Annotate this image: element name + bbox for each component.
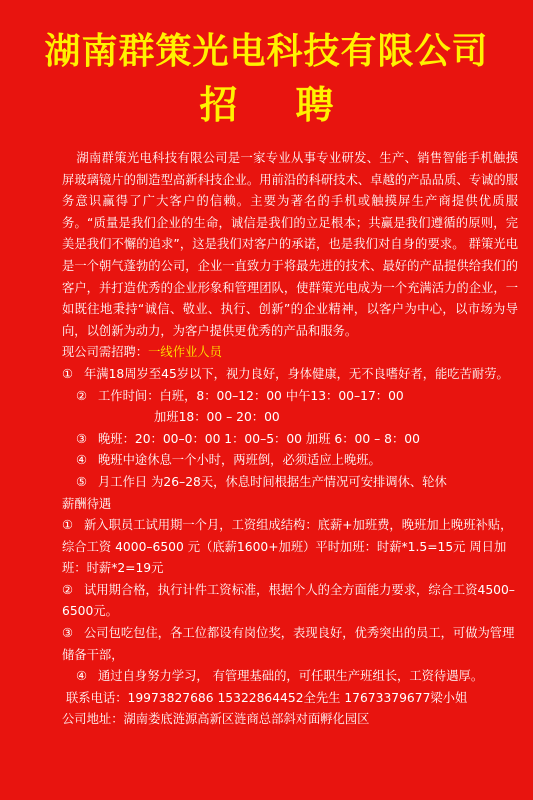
requirement-item: ④ 晚班中途休息一个小时，两班倒，必须适应上晚班。 — [62, 450, 504, 472]
salary-num: ③ — [62, 626, 74, 641]
requirement-item: ⑤ 月工作日 为26–28天，休息时间根据生产情况可安排调休、轮休 — [62, 472, 504, 494]
phone-numbers: 19973827686 15322864452全先生 17673379677梁小姐 — [127, 690, 468, 705]
address-text: 湖南娄底涟源高新区涟商总部斜对面孵化园区 — [123, 712, 370, 727]
phone-label: 联系电话： — [66, 690, 128, 705]
salary-item: ① 新入职员工试用期一个月，工资组成结构：底薪+加班费，晚班加上晚班补贴，综合工资 4000–6500 元（底薪1600+加班）平时加班：时薪*1.5=15元 周日加班：时薪*2=19元 — [48, 515, 518, 580]
company-title: 湖南群策光电科技有限公司 — [44, 31, 489, 72]
requirement-num: ② — [76, 388, 88, 403]
hiring-label: 现公司需招聘： — [62, 345, 149, 360]
contact-address — [62, 709, 504, 731]
company-intro: 湖南群策光电科技有限公司是一家专业从事专业研发、生产、销售智能手机触摸屏玻璃镜片的制造型高新科技企业。用前沿的科研技术、卓越的产品品质、专诚的服务意识赢得了广大客户的信赖。主要为著名的手机或触摸屏生产商提供优质服务。“质量是我们企业的生命，诚信是我们的立足根本；共赢是我们遵循的原则，完美是我们不懈的追求”，这是我们对客户的承诺，也是我们对自身的要求。 群策光电是一个朝气蓬勃的公司，企业一直致力于将最先进的技术、最好的产品提供给我们的客户，并打造优秀的企业形象和管理团队，使群策光电成为一个充满活力的企业，一如既往地秉持“诚信、敬业、执行、创新”的企业精神，以客户为中心，以市场为导向，以创新为动力，为客户提供更优秀的产品和服务。 — [62, 151, 518, 338]
requirement-num: ⑤ — [76, 474, 88, 489]
requirement-num: ① — [62, 366, 74, 381]
salary-item: ② 试用期合格，执行计件工资标准，根据个人的全方面能力要求，综合工资4500–6500元。 — [48, 580, 518, 623]
requirement-item: ① 年满18周岁至45岁以下，视力良好，身体健康，无不良嗜好者，能吃苦耐劳。 — [48, 364, 518, 386]
requirement-item: ② 工作时间：白班，8：00–12：00 中午13：00–17：00 — [62, 386, 504, 408]
requirement-item: 加班18：00 – 20：00 — [154, 410, 280, 425]
poster-content — [62, 148, 518, 731]
salary-label: 薪酬待遇 — [62, 496, 112, 511]
requirement-num: ④ — [76, 453, 88, 468]
hiring-line — [62, 342, 504, 364]
salary-num: ④ — [76, 669, 88, 684]
address-label: 公司地址： — [62, 712, 124, 727]
requirement-item: ③ 晚班：20：00–0：00 1：00–5：00 加班 6：00 – 8：00 — [62, 429, 504, 451]
salary-item: ③ 公司包吃包住，各工位都设有岗位奖，表现良好，优秀突出的员工，可做为管理储备干部， — [48, 623, 518, 666]
salary-item: ④ 通过自身努力学习， 有管理基础的，可任职生产班组长，工资待遇厚。 — [62, 666, 504, 688]
salary-num: ② — [62, 582, 74, 597]
requirement-num: ③ — [76, 431, 88, 446]
contact-phone — [62, 688, 504, 710]
salary-num: ① — [62, 518, 74, 533]
hiring-position: 一线作业人员 — [148, 345, 222, 360]
recruit-heading: 招聘 — [199, 83, 392, 127]
